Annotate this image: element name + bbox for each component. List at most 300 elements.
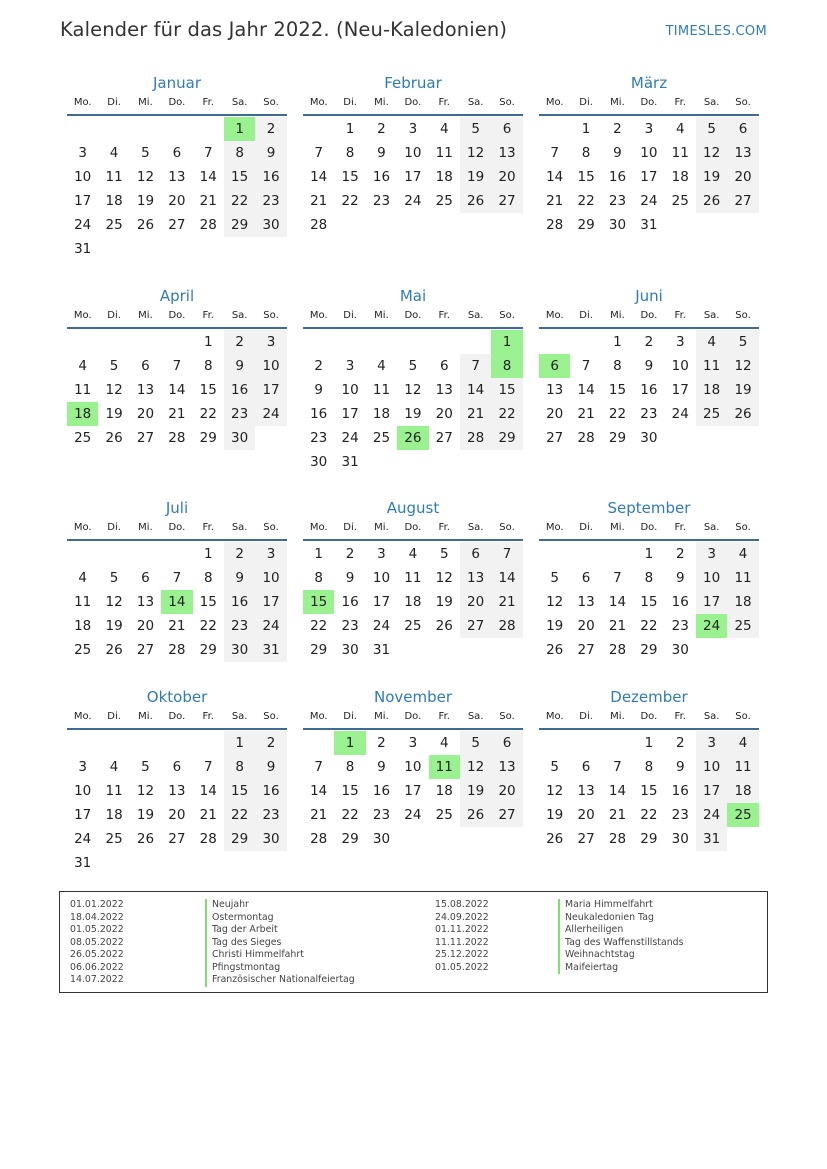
- empty-cell: [193, 117, 224, 141]
- day-cell: 27: [136, 430, 155, 446]
- week-row: [539, 165, 759, 189]
- day-cell: 17: [255, 378, 286, 402]
- day-cell: 17: [640, 169, 658, 185]
- empty-cell: [429, 213, 460, 237]
- weekday-label: Mi.: [138, 522, 153, 533]
- month-dezember: [539, 687, 759, 851]
- weekday-label: Do.: [640, 522, 658, 533]
- day-cell: 20: [168, 193, 186, 209]
- holiday-day-cell: 26: [397, 426, 428, 450]
- holiday-day-cell: 1: [491, 330, 522, 354]
- weekday-header: [67, 709, 287, 725]
- empty-cell: [303, 117, 334, 141]
- day-cell: 6: [460, 542, 491, 566]
- week-row: [539, 638, 759, 662]
- day-cell: 9: [377, 759, 386, 775]
- weekday-label: Do.: [404, 522, 422, 533]
- week-row: [303, 402, 523, 426]
- day-cell: 16: [310, 406, 328, 422]
- day-cell: 24: [404, 193, 422, 209]
- empty-cell: [130, 117, 161, 141]
- day-cell: 5: [550, 570, 559, 586]
- day-cell: 19: [696, 165, 727, 189]
- empty-cell: [98, 237, 129, 261]
- day-cell: 4: [439, 735, 449, 751]
- day-cell: 11: [727, 566, 758, 590]
- day-cell: 26: [136, 217, 155, 233]
- day-cell: 15: [577, 169, 595, 185]
- day-cell: 5: [141, 759, 150, 775]
- week-row: [539, 426, 759, 450]
- empty-cell: [366, 330, 397, 354]
- day-cell: 18: [727, 590, 758, 614]
- day-cell: 16: [224, 378, 255, 402]
- day-cell: 3: [675, 334, 685, 350]
- weekday-label: Mi.: [610, 97, 625, 108]
- weekday-label: Fr.: [202, 97, 214, 108]
- weekday-label: Sa.: [703, 711, 720, 722]
- day-cell: 17: [671, 382, 689, 398]
- day-cell: 11: [404, 570, 422, 586]
- day-cell: 31: [640, 217, 658, 233]
- day-cell: 1: [224, 731, 255, 755]
- day-cell: 28: [310, 217, 328, 233]
- empty-cell: [491, 638, 522, 662]
- day-cell: 4: [78, 570, 87, 586]
- day-cell: 26: [460, 189, 491, 213]
- day-cell: 27: [168, 217, 186, 233]
- week-row: [303, 731, 523, 755]
- week-row: [303, 590, 523, 614]
- week-row: [303, 117, 523, 141]
- day-cell: 16: [372, 783, 391, 799]
- day-cell: 6: [141, 358, 150, 374]
- month-name: April: [159, 287, 195, 305]
- day-cell: 28: [491, 614, 522, 638]
- day-cell: 18: [74, 618, 92, 634]
- empty-cell: [429, 827, 460, 851]
- day-cell: 3: [255, 542, 286, 566]
- day-cell: 7: [581, 358, 591, 374]
- week-row: [539, 614, 759, 638]
- weekday-label: Di.: [107, 310, 121, 321]
- day-cell: 25: [727, 614, 758, 638]
- day-cell: 5: [460, 731, 491, 755]
- weekday-label: Fr.: [438, 711, 450, 722]
- day-cell: 24: [640, 193, 658, 209]
- day-cell: 28: [460, 426, 491, 450]
- day-cell: 4: [727, 542, 758, 566]
- empty-cell: [255, 237, 286, 261]
- day-cell: 2: [377, 735, 386, 751]
- day-cell: 7: [203, 759, 213, 775]
- day-cell: 20: [727, 165, 758, 189]
- day-cell: 25: [74, 642, 92, 658]
- week-row: [303, 141, 523, 165]
- day-cell: 10: [255, 566, 286, 590]
- empty-cell: [334, 330, 365, 354]
- week-row: [67, 189, 287, 213]
- day-cell: 19: [460, 165, 491, 189]
- day-cell: 14: [460, 378, 491, 402]
- weekday-label: Mo.: [73, 310, 92, 321]
- day-cell: 20: [491, 779, 522, 803]
- day-cell: 20: [577, 618, 595, 634]
- day-cell: 16: [608, 169, 627, 185]
- day-cell: 2: [675, 735, 685, 751]
- empty-cell: [696, 426, 727, 450]
- day-cell: 19: [546, 807, 564, 823]
- day-cell: 6: [581, 570, 591, 586]
- legend-date: 01.05.2022: [435, 961, 489, 973]
- day-cell: 29: [491, 426, 522, 450]
- day-cell: 9: [314, 382, 323, 398]
- empty-cell: [255, 426, 286, 450]
- week-row: [67, 402, 287, 426]
- month-divider: [539, 539, 759, 541]
- day-cell: 2: [314, 358, 323, 374]
- day-cell: 12: [460, 141, 491, 165]
- day-cell: 30: [224, 638, 255, 662]
- weekday-label: Di.: [107, 522, 121, 533]
- weekday-header: [539, 95, 759, 111]
- day-cell: 18: [696, 378, 727, 402]
- day-cell: 21: [168, 406, 186, 422]
- weekday-label: Fr.: [674, 310, 686, 321]
- day-cell: 25: [435, 807, 453, 823]
- day-cell: 8: [224, 755, 255, 779]
- weekday-label: Mo.: [545, 711, 564, 722]
- weekday-label: Mo.: [309, 97, 328, 108]
- day-cell: 30: [255, 213, 286, 237]
- day-cell: 3: [78, 759, 87, 775]
- weekday-label: Mi.: [374, 97, 389, 108]
- day-cell: 22: [640, 807, 658, 823]
- day-cell: 30: [224, 426, 255, 450]
- weekday-label: Do.: [640, 711, 658, 722]
- day-cell: 26: [727, 402, 758, 426]
- empty-cell: [67, 330, 98, 354]
- empty-cell: [366, 450, 397, 474]
- day-cell: 28: [546, 217, 564, 233]
- day-cell: 11: [105, 783, 123, 799]
- day-cell: 3: [408, 735, 418, 751]
- day-cell: 10: [74, 783, 92, 799]
- empty-cell: [727, 213, 758, 237]
- day-cell: 18: [435, 783, 453, 799]
- month-divider: [67, 728, 287, 730]
- day-cell: 20: [546, 406, 564, 422]
- empty-cell: [161, 330, 192, 354]
- weekday-label: Mo.: [545, 97, 564, 108]
- day-cell: 21: [608, 618, 627, 634]
- legend-holiday-name: Pfingstmontag: [205, 962, 355, 975]
- day-cell: 21: [310, 193, 328, 209]
- day-cell: 1: [314, 546, 323, 562]
- day-cell: 24: [696, 803, 727, 827]
- empty-cell: [491, 213, 522, 237]
- day-cell: 18: [435, 169, 453, 185]
- weekday-label: Do.: [640, 310, 658, 321]
- month-name: Dezember: [610, 688, 688, 706]
- day-cell: 6: [727, 117, 758, 141]
- weekday-label: Do.: [640, 97, 658, 108]
- day-cell: 13: [460, 566, 491, 590]
- week-row: [67, 165, 287, 189]
- day-cell: 13: [727, 141, 758, 165]
- empty-cell: [130, 731, 161, 755]
- weekday-label: Sa.: [467, 711, 484, 722]
- empty-cell: [696, 638, 727, 662]
- weekday-label: So.: [499, 310, 515, 321]
- day-cell: 13: [546, 382, 564, 398]
- day-cell: 4: [109, 145, 119, 161]
- day-cell: 3: [696, 731, 727, 755]
- day-cell: 16: [671, 783, 689, 799]
- day-cell: 21: [460, 402, 491, 426]
- week-row: [303, 566, 523, 590]
- month-name: Mai: [399, 287, 427, 305]
- week-row: [67, 851, 287, 875]
- day-cell: 10: [640, 145, 658, 161]
- day-cell: 9: [345, 570, 355, 586]
- holiday-day-cell: 1: [334, 731, 365, 755]
- day-cell: 10: [671, 358, 689, 374]
- legend-date: 01.11.2022: [435, 924, 489, 935]
- week-row: [67, 378, 287, 402]
- day-cell: 16: [341, 594, 359, 610]
- day-cell: 20: [136, 406, 155, 422]
- month-märz: [539, 73, 759, 237]
- week-row: [67, 213, 287, 237]
- week-row: [539, 755, 759, 779]
- day-cell: 8: [644, 759, 654, 775]
- day-cell: 1: [203, 334, 213, 350]
- day-cell: 18: [671, 169, 689, 185]
- day-cell: 9: [255, 141, 286, 165]
- week-row: [67, 141, 287, 165]
- weekday-label: Mo.: [73, 97, 92, 108]
- weekday-label: Mo.: [309, 522, 328, 533]
- day-cell: 16: [372, 169, 391, 185]
- weekday-label: Sa.: [467, 310, 484, 321]
- day-cell: 17: [255, 590, 286, 614]
- day-cell: 9: [224, 566, 255, 590]
- weekday-label: Fr.: [438, 310, 450, 321]
- day-cell: 4: [727, 731, 758, 755]
- day-cell: 15: [640, 594, 658, 610]
- day-cell: 22: [341, 807, 359, 823]
- day-cell: 7: [460, 354, 491, 378]
- legend-date: 18.04.2022: [70, 911, 124, 923]
- day-cell: 29: [224, 827, 255, 851]
- day-cell: 22: [577, 193, 595, 209]
- empty-cell: [397, 827, 428, 851]
- day-cell: 17: [404, 783, 422, 799]
- month-mai: [303, 286, 523, 474]
- day-cell: 8: [613, 358, 622, 374]
- day-cell: 19: [136, 193, 155, 209]
- holiday-day-cell: 15: [303, 590, 334, 614]
- day-cell: 20: [168, 807, 186, 823]
- legend-date: 08.05.2022: [70, 936, 124, 948]
- weekday-label: Do.: [168, 97, 186, 108]
- day-cell: 24: [372, 618, 391, 634]
- day-cell: 27: [460, 614, 491, 638]
- empty-cell: [397, 330, 428, 354]
- week-row: [67, 426, 287, 450]
- week-row: [539, 731, 759, 755]
- day-cell: 27: [168, 831, 186, 847]
- day-cell: 4: [675, 121, 685, 137]
- day-cell: 13: [435, 382, 453, 398]
- day-cell: 16: [255, 779, 286, 803]
- day-cell: 6: [172, 145, 182, 161]
- day-cell: 24: [404, 807, 422, 823]
- month-name: Oktober: [146, 688, 208, 706]
- day-cell: 12: [136, 169, 155, 185]
- day-cell: 30: [310, 454, 328, 470]
- empty-cell: [334, 213, 365, 237]
- legend-holiday-name: Allerheiligen: [558, 924, 683, 937]
- weekday-label: Mo.: [309, 711, 328, 722]
- weekday-header: [539, 709, 759, 725]
- day-cell: 12: [105, 382, 123, 398]
- day-cell: 7: [613, 759, 622, 775]
- day-cell: 14: [577, 382, 595, 398]
- day-cell: 17: [372, 594, 391, 610]
- day-cell: 19: [105, 618, 123, 634]
- site-link[interactable]: TIMESLES.COM: [665, 24, 767, 39]
- empty-cell: [130, 330, 161, 354]
- weekday-label: Mi.: [138, 310, 153, 321]
- day-cell: 10: [372, 570, 391, 586]
- day-cell: 7: [550, 145, 559, 161]
- day-cell: 12: [435, 570, 453, 586]
- month-name: September: [607, 499, 691, 517]
- day-cell: 13: [577, 594, 595, 610]
- week-row: [303, 755, 523, 779]
- day-cell: 4: [78, 358, 87, 374]
- day-cell: 4: [109, 759, 119, 775]
- weekday-label: Mo.: [309, 310, 328, 321]
- day-cell: 26: [105, 430, 123, 446]
- empty-cell: [570, 731, 601, 755]
- day-cell: 8: [345, 759, 355, 775]
- empty-cell: [429, 330, 460, 354]
- day-cell: 13: [168, 783, 186, 799]
- day-cell: 28: [199, 831, 217, 847]
- day-cell: 30: [671, 642, 689, 658]
- day-cell: 17: [74, 807, 92, 823]
- weekday-label: Fr.: [438, 522, 450, 533]
- day-cell: 11: [671, 145, 689, 161]
- day-cell: 14: [608, 783, 627, 799]
- legend-date: 25.12.2022: [435, 949, 489, 960]
- day-cell: 16: [671, 594, 689, 610]
- weekday-label: Sa.: [231, 522, 248, 533]
- empty-cell: [366, 213, 397, 237]
- day-cell: 11: [696, 354, 727, 378]
- weekday-label: Mi.: [374, 310, 389, 321]
- day-cell: 5: [727, 330, 758, 354]
- day-cell: 10: [255, 354, 286, 378]
- legend-dates-left: [70, 899, 124, 987]
- day-cell: 31: [372, 642, 391, 658]
- week-row: [539, 542, 759, 566]
- legend-date: 06.06.2022: [70, 961, 124, 973]
- holiday-day-cell: 6: [539, 354, 570, 378]
- day-cell: 8: [203, 358, 213, 374]
- holiday-day-cell: 25: [727, 803, 758, 827]
- day-cell: 14: [491, 566, 522, 590]
- legend-holiday-name: Neukaledonien Tag: [558, 912, 683, 925]
- empty-cell: [665, 213, 696, 237]
- day-cell: 4: [696, 330, 727, 354]
- day-cell: 12: [404, 382, 422, 398]
- empty-cell: [460, 450, 491, 474]
- month-oktober: [67, 687, 287, 875]
- holiday-day-cell: 18: [67, 402, 98, 426]
- day-cell: 5: [109, 570, 119, 586]
- day-cell: 17: [696, 590, 727, 614]
- empty-cell: [193, 731, 224, 755]
- week-row: [539, 354, 759, 378]
- weekday-header: [67, 308, 287, 324]
- day-cell: 13: [136, 594, 155, 610]
- day-cell: 31: [74, 241, 92, 257]
- week-row: [303, 827, 523, 851]
- day-cell: 14: [199, 783, 217, 799]
- weekday-label: Di.: [107, 711, 121, 722]
- weekday-label: Fr.: [674, 711, 686, 722]
- day-cell: 18: [105, 807, 123, 823]
- week-row: [539, 213, 759, 237]
- week-row: [67, 330, 287, 354]
- day-cell: 14: [310, 169, 328, 185]
- month-name: Juli: [165, 499, 189, 517]
- weekday-label: Mi.: [374, 522, 389, 533]
- week-row: [67, 354, 287, 378]
- day-cell: 10: [696, 566, 727, 590]
- day-cell: 5: [696, 117, 727, 141]
- month-divider: [539, 728, 759, 730]
- day-cell: 11: [435, 145, 453, 161]
- week-row: [67, 590, 287, 614]
- day-cell: 19: [460, 779, 491, 803]
- day-cell: 28: [168, 642, 186, 658]
- weekday-label: So.: [735, 97, 751, 108]
- day-cell: 26: [435, 618, 453, 634]
- empty-cell: [161, 117, 192, 141]
- month-juli: [67, 498, 287, 662]
- day-cell: 27: [435, 430, 453, 446]
- day-cell: 27: [491, 803, 522, 827]
- weekday-label: Sa.: [467, 522, 484, 533]
- day-cell: 2: [675, 546, 685, 562]
- day-cell: 9: [644, 358, 654, 374]
- day-cell: 16: [640, 382, 658, 398]
- day-cell: 2: [345, 546, 355, 562]
- day-cell: 20: [136, 618, 155, 634]
- day-cell: 21: [168, 618, 186, 634]
- day-cell: 2: [613, 121, 622, 137]
- day-cell: 31: [696, 827, 727, 851]
- weekday-label: So.: [499, 711, 515, 722]
- day-cell: 30: [255, 827, 286, 851]
- empty-cell: [727, 827, 758, 851]
- week-row: [539, 117, 759, 141]
